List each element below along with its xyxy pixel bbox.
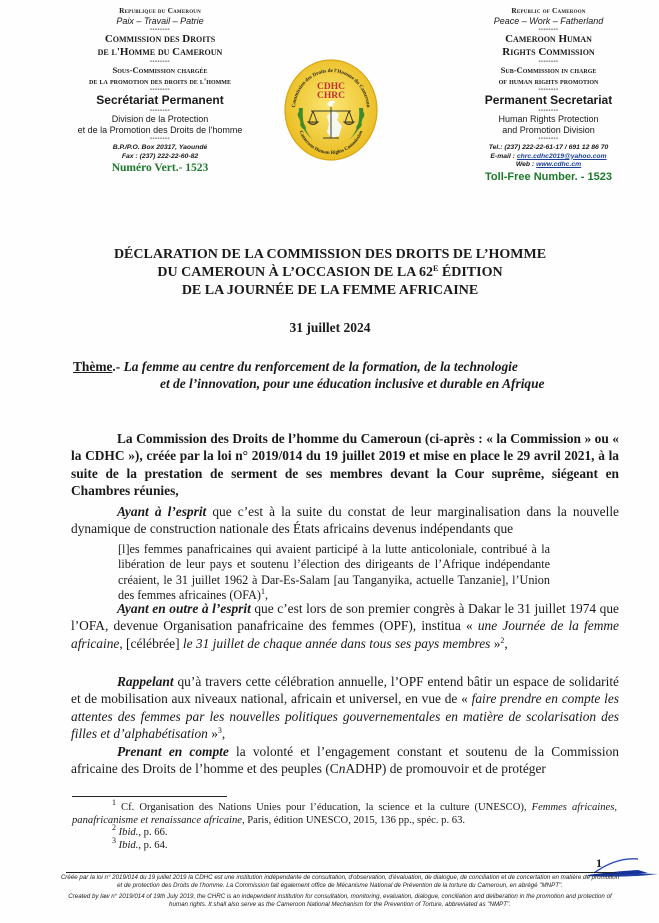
country-name: Republique du Cameroun xyxy=(119,6,201,15)
sub-commission-line2: of human rights promotion xyxy=(498,76,599,86)
secretariat-name: Secrétariat Permanent xyxy=(96,93,224,107)
block-quote xyxy=(118,542,550,603)
web-label: Web : xyxy=(515,161,535,169)
logo-acronym-en: CHRC xyxy=(317,91,345,101)
paragraph-lead: Ayant en outre à l’esprit xyxy=(117,601,251,616)
footnote-title: Ibid. xyxy=(118,827,139,839)
quoted-text: le 31 juillet de chaque année dans tous ses pays membres xyxy=(182,635,491,651)
separator: -------- xyxy=(538,59,559,65)
footnote-title: Femmes africaines, panafricanisme et renaissance africaine xyxy=(72,802,617,826)
paragraph-text: que c’est à la suite du constat de leur marginalisation dans la nouvelle dynamique de construction nationale des États africains devenus indépendants que xyxy=(71,504,619,537)
separator: -------- xyxy=(150,87,170,93)
quoted-text: faire prendre en compte les attentes des femmes par les nouvelles politiques gouvernementales en matière de scolarisation des filles et d’alphabétisation xyxy=(71,691,619,741)
logo-ring-text-top: Commission des Droits de l'Homme du Cameroun xyxy=(291,67,371,108)
footnote-number: 1 xyxy=(112,798,116,807)
division-line2: et de la Promotion des Droits de l'homme xyxy=(77,125,243,135)
theme-line1: La femme au centre du renforcement de la formation, de la technologie xyxy=(123,359,518,374)
quoted-text: une Journée de la femme africaine xyxy=(71,618,620,651)
footnote-ref-3[interactable]: 3 xyxy=(217,725,222,735)
letterhead-english xyxy=(446,6,651,184)
paragraph-text: , [célébrée] xyxy=(119,635,183,651)
separator: -------- xyxy=(538,27,559,33)
sub-commission-line2: de la promotion des droits de l'homme xyxy=(89,76,231,86)
preamble-text: La Commission des Droits de l’homme du Cameroun (ci-après : « la Commission » ou « la CDHC »), créée par la loi n° 2019/014 du 19 juillet 2019 et mise en place le 29 avril 2021, à la suite de la prestation de serment de ses membres devant la Cour suprême, siégeant en Chambres réunies, xyxy=(71,431,619,498)
footnote-number: 2 xyxy=(112,823,116,833)
division-line2: and Promotion Division xyxy=(502,125,595,135)
theme-statement xyxy=(73,358,613,392)
footnote-ref-1[interactable]: 1 xyxy=(260,586,265,596)
sub-commission-line1: Sub-Commission in charge xyxy=(500,65,597,75)
paragraph-ayant-en-outre xyxy=(71,600,619,652)
footer-divider xyxy=(66,872,616,873)
logo-acronym-fr: CDHC xyxy=(317,82,345,92)
paragraph-text-italic: n xyxy=(338,761,346,777)
theme-separator: .- xyxy=(112,359,124,374)
email-label: E-mail : xyxy=(490,152,515,160)
country-name: Republic of Cameroon xyxy=(511,6,586,15)
title-line2-end: ÉDITION xyxy=(438,265,503,280)
footer-legal-french: Créée par la loi n° 2019/014 du 19 juillet 2019 la CDHC est une institution indépendante de consultation, d'observation, d'évaluation, de dialogue, de conciliation et de concertation en matière de promotion et de protection des Droits de l'homme. La Commission fait également office de Mécanisme National de Prévention de la torture du Cameroun, en abrégé "MNPT". xyxy=(60,874,620,889)
title-line2 xyxy=(60,264,600,282)
toll-free-number: Toll-Free Number. - 1523 xyxy=(485,170,612,183)
footnote-text: , Paris, édition UNESCO, 2015, 136 pp., spéc. p. 63. xyxy=(241,814,466,826)
national-motto: Peace – Work – Fatherland xyxy=(493,16,604,26)
organization-name-line2: Rights Commission xyxy=(502,46,595,58)
organization-name-line1: Commission des Droits xyxy=(104,33,216,45)
title-line3: DE LA JOURNÉE DE LA FEMME AFRICAINE xyxy=(181,283,479,298)
separator: -------- xyxy=(538,87,559,93)
footnote-title: Ibid. xyxy=(118,839,139,851)
footnote-1 xyxy=(72,798,617,827)
separator: -------- xyxy=(538,136,559,142)
paragraph-end: , xyxy=(504,635,508,651)
sub-commission-line1: Sous-Commission chargée xyxy=(112,65,208,75)
quote-close: » xyxy=(490,635,501,651)
organization-name-line2: de l'Homme du Cameroun xyxy=(97,46,223,58)
email-line xyxy=(446,153,651,162)
declaration-title xyxy=(60,246,600,300)
paragraph-prenant-en-compte xyxy=(71,743,619,778)
footer-legal-english: Created by law n° 2019/014 of 19th July 2019, the CHRC is an independent institution for consultation, monitoring, evaluation, dialogue, conciliation and deliberation in the promotion and protection of human rights. It shall also serve as the Cameroon National Mechanism for the Prevention of Torture, abbreviated as "NMPT". xyxy=(68,893,612,908)
paragraph-text: ADHP) de promouvoir et de protéger xyxy=(345,761,546,777)
secretariat-name: Permanent Secretariat xyxy=(484,93,613,107)
paragraph-text: qu’à travers cette célébration annuelle, l’OPF entend bâtir un espace de solidarité et de mobilisation aux niveaux national, africain et universel, en vue de « xyxy=(71,674,619,707)
separator: -------- xyxy=(150,59,170,65)
quote-text: [l]es femmes panafricaines qui avaient participé à la lutte anticoloniale, contribué à la libération de leur pays et soutenu l’élection des dirigeants de l’Afrique indépendante créaient, le 31 juillet 1962 à Dar-Es-Salam [au Tanganyika, actuelle Tanzanie], l’Union des femmes africaines (OFA) xyxy=(118,542,550,602)
quote-end: , xyxy=(264,587,268,602)
title-line2-text: DU CAMEROUN À L’OCCASION DE LA 62 xyxy=(157,265,434,280)
division-line1: Division de la Protection xyxy=(111,114,209,124)
title-superscript: E xyxy=(433,264,439,273)
footnotes xyxy=(72,798,617,852)
footnote-divider xyxy=(72,796,227,797)
theme-line2: et de l’innovation, pour une éducation inclusive et durable en Afrique xyxy=(160,376,545,391)
footnote-text: , p. 66. xyxy=(138,827,168,839)
separator: -------- xyxy=(150,27,170,33)
web-line xyxy=(446,161,651,170)
footnote-3 xyxy=(72,835,617,853)
commission-logo xyxy=(283,58,379,162)
separator: -------- xyxy=(538,108,559,114)
paragraph-end: , xyxy=(221,725,226,741)
footnote-text: Cf. Organisation des Nations Unies pour l’éducation, la science et la culture (UNESCO), xyxy=(116,802,532,813)
letterhead-french xyxy=(40,6,280,175)
website-link[interactable]: www.cdhc.cm xyxy=(536,161,582,169)
title-line1: DÉCLARATION DE LA COMMISSION DES DROITS DE L’HOMME xyxy=(113,247,547,262)
paragraph-rappelant xyxy=(71,673,619,742)
paragraph-lead: Ayant à l’esprit xyxy=(117,504,207,519)
declaration-date: 31 juillet 2024 xyxy=(289,320,371,335)
paragraph-text: que c’est lors de son premier congrès à Dakar le 31 juillet 1974 que l’OFA, devenue Organisation panafricaine des femmes (OPF), institua « xyxy=(71,601,619,634)
footnote-number: 3 xyxy=(112,835,116,845)
paragraph-preamble xyxy=(71,430,619,499)
logo-ring-text-bottom: Cameroon Human Rights Commission xyxy=(297,130,365,157)
fax-number: Fax : (237) 222-22-60-82 xyxy=(121,152,199,160)
separator: -------- xyxy=(150,136,170,142)
paragraph-lead: Rappelant xyxy=(117,674,174,689)
footnote-ref-2[interactable]: 2 xyxy=(500,635,505,645)
separator: -------- xyxy=(150,108,170,114)
po-box: B.P./P.O. Box 20317, Yaoundé xyxy=(112,144,208,151)
email-link[interactable]: chrc.cdhc2019@yahoo.com xyxy=(516,152,607,160)
paragraph-ayant-a-lesprit xyxy=(71,503,619,538)
quote-close: » xyxy=(207,725,218,741)
theme-label: Thème xyxy=(73,359,113,374)
telephone-number: Tel.: (237) 222-22-61-17 / 691 12 86 70 xyxy=(488,144,609,151)
division-line1: Human Rights Protection xyxy=(498,114,599,124)
toll-free-number: Numéro Vert.- 1523 xyxy=(111,162,209,175)
paragraph-lead: Prenant en compte xyxy=(117,744,229,759)
organization-name-line1: Cameroon Human xyxy=(505,33,592,45)
footnote-text: , p. 64. xyxy=(138,839,168,851)
page-number: 1 xyxy=(596,856,602,870)
footnote-2 xyxy=(72,823,617,840)
national-motto: Paix – Travail – Patrie xyxy=(116,16,204,26)
paragraph-text: la volonté et l’engagement constant et soutenu de la Commission africaine des Droits de l’homme et des peuples (C xyxy=(71,744,619,777)
